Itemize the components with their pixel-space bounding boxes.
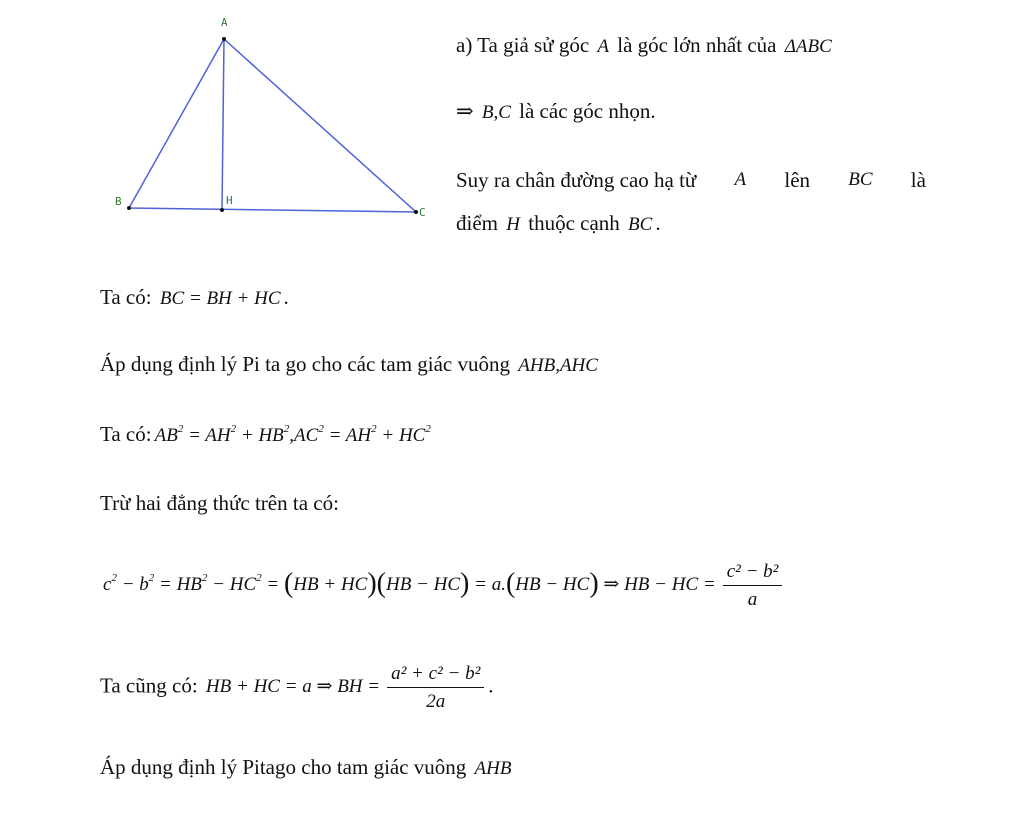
p7-ac: ,AC bbox=[289, 425, 319, 446]
altitude-ah bbox=[222, 39, 224, 210]
point-h-dot bbox=[220, 208, 224, 212]
p9-g2: HB − HC bbox=[386, 574, 461, 596]
p10-fraction bbox=[387, 664, 484, 711]
p9-numerator: c² − b² bbox=[723, 562, 783, 586]
p4-mid: thuộc cạnh bbox=[528, 211, 620, 235]
p2-vars: B,C bbox=[481, 102, 511, 123]
para-5 bbox=[100, 287, 289, 308]
point-c-dot bbox=[414, 210, 418, 214]
p9-a: = a. bbox=[474, 574, 506, 596]
para-11 bbox=[100, 757, 514, 778]
p3-bc: BC bbox=[848, 169, 873, 190]
p1-mid: là góc lớn nhất của bbox=[617, 33, 777, 57]
p9-c: c bbox=[103, 574, 112, 596]
p5-eq: BC = BH + HC bbox=[159, 288, 281, 309]
p9-b: − b bbox=[121, 574, 149, 596]
p9-fraction bbox=[723, 562, 783, 609]
point-b-dot bbox=[127, 206, 131, 210]
p4-bc: BC bbox=[628, 214, 653, 235]
p10-end: . bbox=[488, 673, 494, 698]
p9-g1: HB + HC bbox=[293, 574, 368, 596]
point-a-dot bbox=[222, 37, 226, 41]
p9-hb: = HB bbox=[159, 574, 202, 596]
label-b: B bbox=[115, 195, 122, 208]
p7-ah1: = AH bbox=[188, 425, 231, 446]
p9-denominator: a bbox=[747, 589, 758, 610]
p3-text: Suy ra chân đường cao hạ từ bbox=[456, 168, 697, 192]
p4-h: H bbox=[506, 214, 520, 235]
p9-g3: HB − HC bbox=[515, 574, 590, 596]
p9-arrow: ⇒ HB − HC = bbox=[603, 574, 716, 596]
p1-tri: ΔABC bbox=[784, 36, 832, 57]
p11-tri: AHB bbox=[474, 758, 512, 779]
p3-mid: lên bbox=[784, 168, 811, 192]
p11-text: Áp dụng định lý Pitago cho tam giác vuông bbox=[100, 755, 467, 779]
para-6 bbox=[100, 354, 601, 375]
para-10 bbox=[100, 664, 494, 711]
p5-end: . bbox=[283, 285, 289, 309]
p2-text: là các góc nhọn. bbox=[519, 99, 656, 123]
p4-end: . bbox=[655, 211, 661, 235]
p7-label: Ta có: bbox=[100, 422, 152, 446]
p7-ab: AB bbox=[154, 425, 178, 446]
para-7: Ta có: $AB^2 = AH^2 + HB^2,AC^2 = AH^2 + HC^2$ bbox=[100, 422, 431, 446]
p2-arrow: ⇒ bbox=[456, 99, 474, 123]
p7-hb: + HB bbox=[240, 425, 284, 446]
p3-end: là bbox=[910, 168, 926, 192]
p10-numerator: a² + c² − b² bbox=[387, 664, 484, 688]
triangle-diagram bbox=[100, 12, 440, 237]
p8-text: Trừ hai đẳng thức trên ta có: bbox=[100, 491, 339, 515]
para-9: $c^2 - b^2 = HB^2 - HC^2 = (HB + HC)(HB - HC) = a.(HB - HC)$ ⇒ HB − HC = $\frac{\text{c² − b²}}{a}$ bbox=[100, 562, 786, 609]
p9-eq: = bbox=[266, 574, 280, 596]
p7-hc: + HC bbox=[381, 425, 426, 446]
triangle-abc bbox=[129, 39, 416, 212]
para-8 bbox=[100, 493, 339, 514]
p4-text: điểm bbox=[456, 211, 498, 235]
para-1 bbox=[456, 35, 835, 56]
p9-hc: − HC bbox=[212, 574, 257, 596]
p10-label: Ta cũng có: bbox=[100, 673, 198, 698]
label-a: A bbox=[221, 16, 228, 29]
p6-tri: AHB,AHC bbox=[518, 355, 598, 376]
p6-text: Áp dụng định lý Pi ta go cho các tam giác vuông bbox=[100, 352, 511, 376]
p1-label: a) Ta giả sử góc bbox=[456, 33, 590, 57]
para-2 bbox=[456, 101, 656, 122]
p3-a: A bbox=[734, 169, 747, 190]
label-h: H bbox=[226, 194, 233, 207]
p7-ah2: = AH bbox=[328, 425, 372, 446]
para-3 bbox=[456, 170, 926, 191]
label-c: C bbox=[419, 206, 426, 219]
p5-label: Ta có: bbox=[100, 285, 152, 309]
p10-eq: HB + HC = a ⇒ BH = bbox=[205, 676, 381, 698]
triangle-figure bbox=[100, 12, 440, 237]
p10-denominator: 2a bbox=[426, 691, 446, 712]
para-4 bbox=[456, 213, 661, 234]
p1-var: A bbox=[597, 36, 610, 57]
